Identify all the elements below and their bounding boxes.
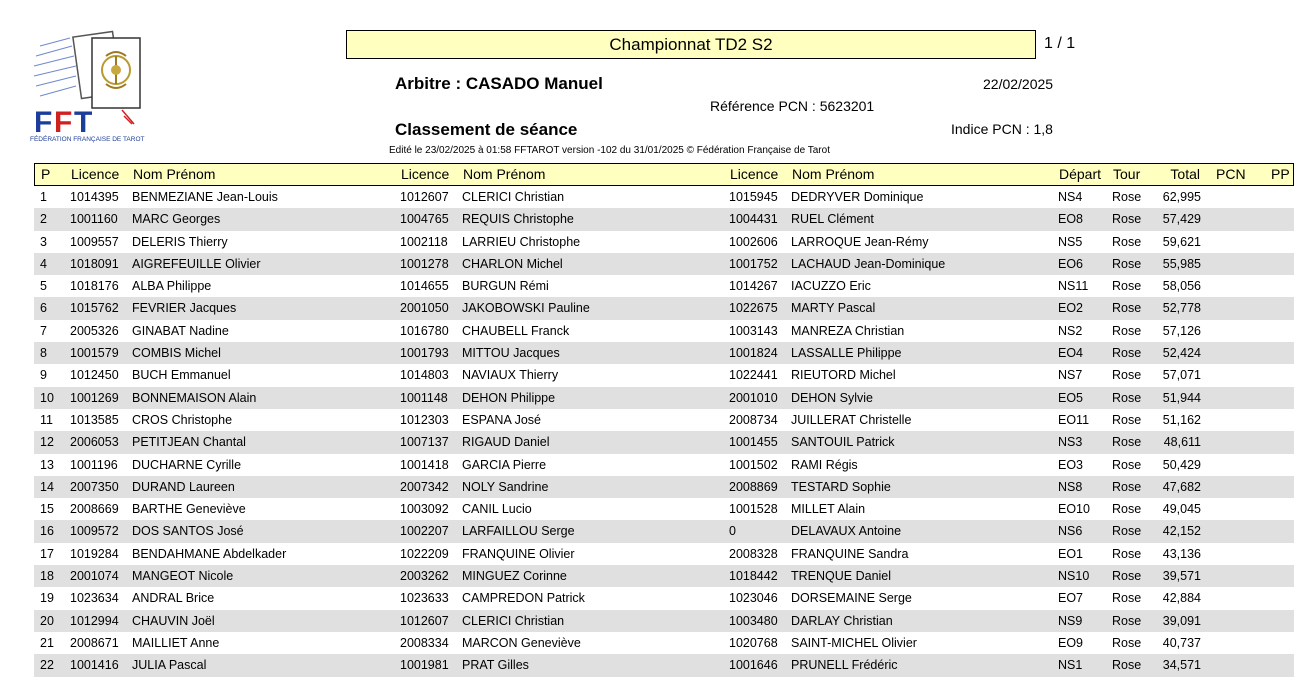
cell-n3: DELAVAUX Antoine xyxy=(791,524,902,539)
cell-tour: Rose xyxy=(1112,479,1142,494)
cell-n2: FRANQUINE Olivier xyxy=(462,546,575,561)
cell-total: 58,056 xyxy=(1162,279,1201,294)
reference-pcn: Référence PCN : 5623201 xyxy=(710,98,875,114)
cell-total: 62,995 xyxy=(1162,190,1201,204)
cell-l1: 1019284 xyxy=(70,546,119,561)
cell-l3: 1015945 xyxy=(729,190,778,204)
cell-l3: 1001502 xyxy=(729,457,778,472)
svg-text:F: F xyxy=(34,106,53,139)
cell-total: 39,571 xyxy=(1162,569,1201,584)
cell-l2: 2007342 xyxy=(400,479,449,494)
table-row xyxy=(34,320,1294,342)
cell-n3: DEDRYVER Dominique xyxy=(791,190,924,204)
cell-dep: NS4 xyxy=(1058,190,1083,204)
cell-tour: Rose xyxy=(1112,635,1142,650)
cell-l3: 1001646 xyxy=(729,658,778,673)
cell-tour: Rose xyxy=(1112,457,1142,472)
table-row xyxy=(34,520,1294,542)
table-row xyxy=(34,275,1294,297)
cell-total: 43,136 xyxy=(1162,546,1201,561)
cell-total: 57,126 xyxy=(1162,323,1201,338)
col-header-p: P xyxy=(41,166,51,182)
table-body xyxy=(34,186,1294,677)
cell-n3: FRANQUINE Sandra xyxy=(791,546,909,561)
cell-l2: 1002118 xyxy=(400,234,448,249)
cell-total: 51,944 xyxy=(1162,390,1201,405)
cell-n1: BONNEMAISON Alain xyxy=(132,390,257,405)
cell-dep: EO5 xyxy=(1058,390,1084,405)
table-row xyxy=(34,186,1294,208)
table-row xyxy=(34,565,1294,587)
cell-l3: 2008328 xyxy=(729,546,778,561)
cell-tour: Rose xyxy=(1112,368,1142,383)
cell-dep: NS3 xyxy=(1058,435,1083,450)
cell-n1: COMBIS Michel xyxy=(132,346,221,361)
svg-text:F: F xyxy=(54,106,73,139)
cell-n1: DUCHARNE Cyrille xyxy=(132,457,242,472)
cell-l3: 1014267 xyxy=(729,279,778,294)
cell-l3: 1001752 xyxy=(729,256,778,271)
ranking-table xyxy=(34,163,1294,677)
fft-logo xyxy=(30,28,150,150)
col-header-pcn: PCN xyxy=(1216,166,1246,182)
cell-dep: NS9 xyxy=(1058,613,1083,628)
cell-l1: 2008671 xyxy=(70,635,119,650)
cell-n3: JUILLERAT Christelle xyxy=(791,412,912,427)
cell-n2: MARCON Geneviève xyxy=(462,635,581,650)
cell-dep: EO10 xyxy=(1058,502,1090,517)
cell-p: 7 xyxy=(40,323,47,338)
cell-tour: Rose xyxy=(1112,546,1142,561)
cell-dep: EO9 xyxy=(1058,635,1084,650)
cell-l2: 2003262 xyxy=(400,569,449,584)
table-row xyxy=(34,342,1294,364)
cell-total: 48,611 xyxy=(1163,435,1201,450)
cell-dep: EO1 xyxy=(1058,546,1084,561)
cell-p: 12 xyxy=(40,435,54,450)
cell-tour: Rose xyxy=(1112,569,1142,584)
cell-dep: EO4 xyxy=(1058,346,1084,361)
cell-l3: 1018442 xyxy=(729,569,778,584)
page-number: 1 / 1 xyxy=(1044,35,1076,52)
cell-n2: DEHON Philippe xyxy=(462,390,556,405)
cell-total: 39,091 xyxy=(1162,613,1201,628)
cell-n3: MARTY Pascal xyxy=(791,301,876,316)
cell-l3: 1022675 xyxy=(729,301,778,316)
cell-dep: EO8 xyxy=(1058,212,1084,227)
tarot-card-logo-icon xyxy=(30,28,150,150)
cell-tour: Rose xyxy=(1112,212,1142,227)
cell-tour: Rose xyxy=(1112,234,1142,249)
cell-dep: NS1 xyxy=(1058,658,1083,673)
cell-total: 51,162 xyxy=(1162,412,1201,427)
cell-total: 55,985 xyxy=(1162,256,1201,271)
cell-n1: BUCH Emmanuel xyxy=(132,368,231,383)
cell-l3: 1023046 xyxy=(729,591,778,606)
cell-dep: EO11 xyxy=(1058,412,1090,427)
cell-l2: 1012607 xyxy=(400,190,449,204)
cell-p: 20 xyxy=(40,613,54,628)
table-row xyxy=(34,364,1294,386)
cell-n2: NOLY Sandrine xyxy=(462,479,549,494)
cell-n1: DURAND Laureen xyxy=(132,479,235,494)
cell-p: 16 xyxy=(40,524,54,539)
cell-tour: Rose xyxy=(1112,591,1142,606)
page-title: Championnat TD2 S2 xyxy=(346,30,1036,59)
cell-dep: NS2 xyxy=(1058,323,1083,338)
cell-l1: 1001160 xyxy=(70,212,118,227)
cell-l1: 1023634 xyxy=(70,591,119,606)
cell-l1: 1015762 xyxy=(70,301,119,316)
cell-p: 10 xyxy=(40,390,54,405)
cell-n1: AIGREFEUILLE Olivier xyxy=(132,256,261,271)
cell-n3: RUEL Clément xyxy=(791,212,874,227)
section-title: Classement de séance xyxy=(395,120,578,139)
cell-p: 22 xyxy=(40,658,54,673)
cell-total: 52,424 xyxy=(1162,346,1201,361)
cell-p: 19 xyxy=(40,591,54,606)
cell-dep: NS8 xyxy=(1058,479,1083,494)
cell-l1: 1018091 xyxy=(70,256,119,271)
cell-n1: BENMEZIANE Jean-Louis xyxy=(132,190,278,204)
cell-l1: 1001269 xyxy=(70,390,119,405)
cell-n2: RIGAUD Daniel xyxy=(462,435,550,450)
cell-l2: 1003092 xyxy=(400,502,449,517)
cell-total: 59,621 xyxy=(1162,234,1201,249)
cell-n1: MAILLIET Anne xyxy=(132,635,220,650)
table-row xyxy=(34,431,1294,453)
cell-n2: MITTOU Jacques xyxy=(462,346,560,361)
col-header-nom-2: Nom Prénom xyxy=(463,166,546,182)
cell-n3: MANREZA Christian xyxy=(791,323,905,338)
cell-n1: ALBA Philippe xyxy=(132,279,212,294)
cell-l1: 1001196 xyxy=(70,457,118,472)
cell-n1: CHAUVIN Joël xyxy=(132,613,215,628)
table-row xyxy=(34,632,1294,654)
cell-n2: LARFAILLOU Serge xyxy=(462,524,575,539)
cell-dep: EO7 xyxy=(1058,591,1084,606)
cell-tour: Rose xyxy=(1112,346,1142,361)
cell-l3: 1004431 xyxy=(729,212,778,227)
cell-n3: LASSALLE Philippe xyxy=(791,346,902,361)
cell-total: 57,071 xyxy=(1162,368,1201,383)
cell-n3: PRUNELL Frédéric xyxy=(791,658,898,673)
cell-l2: 1023633 xyxy=(400,591,449,606)
cell-l2: 1001418 xyxy=(400,457,449,472)
cell-tour: Rose xyxy=(1112,613,1142,628)
cell-l1: 2007350 xyxy=(70,479,119,494)
table-row xyxy=(34,409,1294,431)
cell-l2: 2008334 xyxy=(400,635,449,650)
cell-l3: 1003143 xyxy=(729,323,778,338)
cell-dep: EO2 xyxy=(1058,301,1084,316)
cell-l1: 1012450 xyxy=(70,368,119,383)
cell-p: 15 xyxy=(40,502,54,517)
cell-total: 42,884 xyxy=(1162,591,1201,606)
col-header-tour: Tour xyxy=(1113,166,1141,182)
arbitre-label: Arbitre : CASADO Manuel xyxy=(395,74,603,93)
col-header-depart: Départ xyxy=(1059,166,1102,182)
cell-n2: NAVIAUX Thierry xyxy=(462,368,559,383)
cell-l1: 2001074 xyxy=(70,569,119,584)
cell-n1: MANGEOT Nicole xyxy=(132,569,234,584)
table-row xyxy=(34,231,1294,253)
table-row xyxy=(34,387,1294,409)
col-header-licence-1: Licence xyxy=(71,166,120,182)
cell-l3: 2001010 xyxy=(729,390,778,405)
cell-l2: 1007137 xyxy=(400,435,449,450)
cell-n1: FEVRIER Jacques xyxy=(132,301,237,316)
cell-n2: PRAT Gilles xyxy=(462,658,529,673)
cell-n3: TESTARD Sophie xyxy=(791,479,891,494)
cell-n1: JULIA Pascal xyxy=(132,658,207,673)
table-row xyxy=(34,543,1294,565)
cell-l1: 2005326 xyxy=(70,323,119,338)
cell-n3: TRENQUE Daniel xyxy=(791,569,892,584)
cell-n2: GARCIA Pierre xyxy=(462,457,547,472)
table-row xyxy=(34,208,1294,230)
cell-p: 14 xyxy=(40,479,54,494)
cell-l3: 1001824 xyxy=(729,346,778,361)
cell-l3: 2008734 xyxy=(729,412,778,427)
table-row xyxy=(34,498,1294,520)
cell-l2: 1002207 xyxy=(400,524,449,539)
cell-l2: 1016780 xyxy=(400,323,449,338)
cell-tour: Rose xyxy=(1112,256,1142,271)
cell-l3: 2008869 xyxy=(729,479,778,494)
cell-p: 4 xyxy=(40,256,47,271)
cell-n2: CLERICI Christian xyxy=(462,190,565,204)
cell-l1: 1009572 xyxy=(70,524,119,539)
table-row xyxy=(34,587,1294,609)
cell-tour: Rose xyxy=(1112,390,1142,405)
cell-p: 9 xyxy=(40,368,47,383)
cell-total: 57,429 xyxy=(1162,212,1201,227)
cell-total: 47,682 xyxy=(1162,479,1201,494)
cell-l3: 1001455 xyxy=(729,435,778,450)
cell-l1: 1014395 xyxy=(70,190,119,204)
cell-l2: 1014655 xyxy=(400,279,449,294)
date-label: 22/02/2025 xyxy=(983,76,1054,92)
cell-p: 11 xyxy=(40,412,53,427)
cell-dep: NS10 xyxy=(1058,569,1090,584)
cell-p: 1 xyxy=(40,190,47,204)
cell-l1: 2008669 xyxy=(70,502,119,517)
cell-l1: 1018176 xyxy=(70,279,119,294)
cell-n3: IACUZZO Eric xyxy=(791,279,871,294)
cell-n3: SANTOUIL Patrick xyxy=(791,435,895,450)
svg-text:T: T xyxy=(74,106,93,139)
cell-tour: Rose xyxy=(1112,502,1142,517)
cell-l1: 1001579 xyxy=(70,346,119,361)
cell-n2: CHAUBELL Franck xyxy=(462,323,570,338)
cell-l2: 1001793 xyxy=(400,346,449,361)
cell-tour: Rose xyxy=(1112,658,1142,673)
col-header-licence-2: Licence xyxy=(401,166,450,182)
table-row xyxy=(34,610,1294,632)
cell-n2: CHARLON Michel xyxy=(462,256,563,271)
cell-tour: Rose xyxy=(1112,190,1142,204)
cell-l3: 0 xyxy=(729,524,736,539)
col-header-nom-3: Nom Prénom xyxy=(792,166,875,182)
cell-total: 52,778 xyxy=(1162,301,1201,316)
table-row xyxy=(34,297,1294,319)
cell-l2: 1012303 xyxy=(400,412,449,427)
cell-n3: LARROQUE Jean-Rémy xyxy=(791,234,929,249)
cell-l1: 1001416 xyxy=(70,658,119,673)
cell-n2: REQUIS Christophe xyxy=(462,212,574,227)
cell-p: 13 xyxy=(40,457,54,472)
cell-l2: 1014803 xyxy=(400,368,449,383)
cell-l3: 1001528 xyxy=(729,502,778,517)
cell-l3: 1020768 xyxy=(729,635,778,650)
cell-n2: ESPANA José xyxy=(462,412,541,427)
cell-l2: 1001278 xyxy=(400,256,449,271)
cell-l1: 1009557 xyxy=(70,234,119,249)
cell-l2: 2001050 xyxy=(400,301,449,316)
cell-n2: MINGUEZ Corinne xyxy=(462,569,567,584)
cell-n1: ANDRAL Brice xyxy=(132,591,215,606)
cell-n3: LACHAUD Jean-Dominique xyxy=(791,256,946,271)
cell-tour: Rose xyxy=(1112,524,1142,539)
cell-dep: NS7 xyxy=(1058,368,1083,383)
cell-l1: 1013585 xyxy=(70,412,119,427)
table-row xyxy=(34,654,1294,676)
cell-l2: 1001981 xyxy=(400,658,449,673)
cell-p: 5 xyxy=(40,279,47,294)
cell-p: 8 xyxy=(40,346,47,361)
cell-n2: BURGUN Rémi xyxy=(462,279,549,294)
col-header-licence-3: Licence xyxy=(730,166,779,182)
cell-p: 6 xyxy=(40,301,47,316)
cell-p: 2 xyxy=(40,212,47,227)
logo-caption: FÉDÉRATION FRANÇAISE DE TAROT xyxy=(30,136,145,143)
cell-n3: SAINT-MICHEL Olivier xyxy=(791,635,917,650)
cell-total: 50,429 xyxy=(1162,457,1201,472)
cell-l2: 1001148 xyxy=(400,390,448,405)
col-header-total: Total xyxy=(1170,166,1200,182)
cell-n3: RAMI Régis xyxy=(791,457,858,472)
cell-n3: RIEUTORD Michel xyxy=(791,368,896,383)
col-header-pp: PP xyxy=(1271,166,1290,182)
table-row xyxy=(34,454,1294,476)
cell-l2: 1012607 xyxy=(400,613,449,628)
cell-n3: DARLAY Christian xyxy=(791,613,893,628)
cell-tour: Rose xyxy=(1112,412,1142,427)
cell-n1: GINABAT Nadine xyxy=(132,323,229,338)
cell-dep: NS5 xyxy=(1058,234,1083,249)
cell-tour: Rose xyxy=(1112,279,1142,294)
cell-n2: CLERICI Christian xyxy=(462,613,565,628)
cell-n1: BARTHE Geneviève xyxy=(132,502,246,517)
cell-total: 49,045 xyxy=(1162,502,1201,517)
cell-n1: BENDAHMANE Abdelkader xyxy=(132,546,287,561)
cell-dep: NS11 xyxy=(1058,279,1089,294)
cell-l1: 1012994 xyxy=(70,613,119,628)
cell-total: 34,571 xyxy=(1162,658,1201,673)
edition-note: Edité le 23/02/2025 à 01:58 FFTAROT version -102 du 31/01/2025 © Fédération Française de Tarot xyxy=(389,145,830,156)
cell-l1: 2006053 xyxy=(70,435,119,450)
cell-n3: DEHON Sylvie xyxy=(791,390,873,405)
cell-dep: EO6 xyxy=(1058,256,1084,271)
cell-n1: MARC Georges xyxy=(132,212,221,227)
cell-total: 42,152 xyxy=(1162,524,1201,539)
cell-tour: Rose xyxy=(1112,323,1142,338)
cell-n1: DELERIS Thierry xyxy=(132,234,228,249)
cell-dep: NS6 xyxy=(1058,524,1083,539)
cell-n2: LARRIEU Christophe xyxy=(462,234,581,249)
cell-n2: CANIL Lucio xyxy=(462,502,532,517)
cell-dep: EO3 xyxy=(1058,457,1084,472)
cell-tour: Rose xyxy=(1112,301,1142,316)
cell-l3: 1002606 xyxy=(729,234,778,249)
cell-n3: DORSEMAINE Serge xyxy=(791,591,912,606)
cell-p: 21 xyxy=(40,635,54,650)
cell-n1: DOS SANTOS José xyxy=(132,524,244,539)
table-row xyxy=(34,253,1294,275)
cell-p: 3 xyxy=(40,234,47,249)
cell-total: 40,737 xyxy=(1162,635,1201,650)
cell-p: 17 xyxy=(40,546,54,561)
indice-pcn: Indice PCN : 1,8 xyxy=(951,121,1053,137)
cell-l2: 1004765 xyxy=(400,212,449,227)
cell-p: 18 xyxy=(40,569,54,584)
table-row xyxy=(34,476,1294,498)
col-header-nom-1: Nom Prénom xyxy=(133,166,216,182)
cell-tour: Rose xyxy=(1112,435,1142,450)
cell-l3: 1003480 xyxy=(729,613,778,628)
cell-n1: CROS Christophe xyxy=(132,412,233,427)
cell-n3: MILLET Alain xyxy=(791,502,866,517)
cell-n2: CAMPREDON Patrick xyxy=(462,591,585,606)
cell-n1: PETITJEAN Chantal xyxy=(132,435,246,450)
cell-l2: 1022209 xyxy=(400,546,449,561)
cell-n2: JAKOBOWSKI Pauline xyxy=(462,301,590,316)
table-header xyxy=(34,163,1294,186)
cell-l3: 1022441 xyxy=(729,368,778,383)
